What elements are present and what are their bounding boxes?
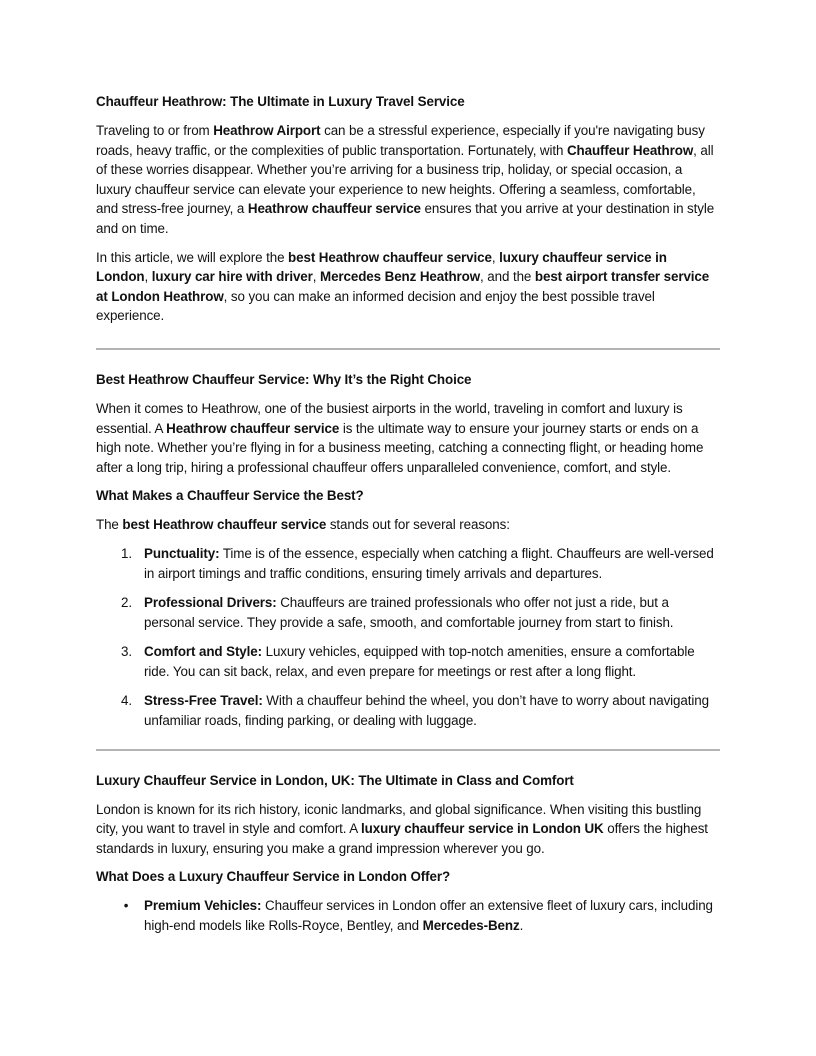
list-item-text: With a chauffeur behind the wheel, you don’t have to worry about navigating unfamiliar roads, finding parking, or dealing with luggage. <box>144 693 709 729</box>
list-item <box>96 544 720 583</box>
bold-text-run: Chauffeur Heathrow <box>566 142 694 158</box>
text-run: stands out for several reasons: <box>326 517 510 533</box>
text-run: Traveling to or from <box>96 123 214 138</box>
bold-text-run: Mercedes-Benz <box>422 918 520 934</box>
text-run: , <box>144 269 152 285</box>
list-item-label: Comfort and Style: <box>144 644 262 660</box>
list-item-text: Time is of the essence, especially when catching a flight. Chauffeurs are well-versed in airport timings and traffic conditions, ensuring timely arrivals and departures. <box>144 545 714 581</box>
bullet-marker: • <box>123 898 129 914</box>
list-item <box>96 642 720 681</box>
bold-text-run: luxury car hire with driver <box>151 269 313 285</box>
text-run: Chauffeur services in London offer an extensive fleet of luxury cars, including high-end models like Rolls-Royce, Bentley, and <box>144 898 713 934</box>
text-run: , all of these worries disappear. Whether you’re arriving for a business trip, holiday, or special occasion, a luxury chauffeur service can elevate your experience to new heights. Offering a seamless, comfortable, and stress-free journey, a <box>96 142 714 217</box>
text-run: , <box>491 249 500 265</box>
list-item-label: Professional Drivers: <box>144 595 277 611</box>
list-number: 1. <box>121 545 132 561</box>
text-run: London is known for its rich history, iconic landmarks, and global significance. When visiting this bustling city, you want to travel in style and comfort. A <box>96 801 702 837</box>
list-item-text <box>144 898 713 933</box>
subheading-what-makes-best: What Makes a Chauffeur Service the Best? <box>96 488 364 504</box>
bold-text-run: Mercedes Benz Heathrow <box>320 269 481 285</box>
offer-bullet-list <box>96 896 720 935</box>
intro-paragraph-2 <box>96 248 720 326</box>
bold-text-run: luxury chauffeur service in London UK <box>361 821 604 837</box>
reasons-list <box>96 544 720 731</box>
bold-text-run: Heathrow chauffeur service <box>166 420 340 436</box>
list-number: 4. <box>121 693 132 709</box>
subheading-london-offer: What Does a Luxury Chauffeur Service in London Offer? <box>96 869 451 885</box>
bold-text-run: Premium Vehicles: <box>144 898 262 914</box>
text-run: . <box>519 918 524 934</box>
text-run: The <box>96 517 123 533</box>
section-title-london: Luxury Chauffeur Service in London, UK: The Ultimate in Class and Comfort <box>96 772 574 788</box>
list-item <box>96 593 720 632</box>
bold-text-run: best Heathrow chauffeur service <box>288 249 492 265</box>
best-paragraph-1 <box>96 399 720 477</box>
list-item-label: Stress-Free Travel: <box>144 693 263 709</box>
bold-text-run: Heathrow chauffeur service <box>247 201 421 217</box>
text-run: ensures that you arrive at your destination in style and on time. <box>96 201 715 236</box>
text-run: , <box>312 269 321 285</box>
london-paragraph-1 <box>96 800 720 859</box>
text-run: offers the highest standards in luxury, ensuring you make a grand impression wherever you go. <box>96 821 708 856</box>
list-item <box>96 691 720 730</box>
text-run: , so you can make an informed decision and enjoy the best possible travel experience. <box>96 288 655 324</box>
section-divider <box>96 348 720 350</box>
list-number: 2. <box>121 595 132 611</box>
text-run: , and the <box>480 269 535 285</box>
best-paragraph-2 <box>96 515 720 535</box>
text-run: When it comes to Heathrow, one of the busiest airports in the world, traveling in comfort and luxury is essential. A <box>96 400 683 436</box>
text-run: is the ultimate way to ensure your journey starts or ends on a high note. Whether you’re flying in for a business meeting, catching a connecting flight, or heading home after a long trip, hiring a professional chauffeur offers unparalleled convenience, comfort, and style. <box>96 420 704 475</box>
bold-text-run: luxury chauffeur service in London <box>96 249 667 285</box>
list-number: 3. <box>121 644 132 660</box>
list-item-label: Punctuality: <box>144 545 220 561</box>
list-item <box>96 896 720 935</box>
list-item-text: Luxury vehicles, equipped with top-notch amenities, ensure a comfortable ride. You can sit back, relax, and even prepare for meetings or rest after a long flight. <box>144 644 695 679</box>
bold-text-run: best airport transfer service at London Heathrow <box>96 269 710 304</box>
section-divider <box>96 749 720 751</box>
text-run: In this article, we will explore the <box>96 249 289 265</box>
bold-text-run: best Heathrow chauffeur service <box>122 517 327 533</box>
section-title-intro: Chauffeur Heathrow: The Ultimate in Luxury Travel Service <box>96 94 465 109</box>
list-item-text: Chauffeurs are trained professionals who offer not just a ride, but a personal service. They provide a safe, smooth, and comfortable journey from start to finish. <box>144 595 674 630</box>
intro-paragraph-1 <box>96 121 720 239</box>
text-run: can be a stressful experience, especially if you're navigating busy roads, heavy traffic, or the complexities of public transportation. Fortunately, with <box>96 123 705 158</box>
document-content <box>96 92 720 946</box>
bold-text-run: Heathrow Airport <box>213 123 321 138</box>
section-title-best: Best Heathrow Chauffeur Service: Why It’s the Right Choice <box>96 371 472 387</box>
